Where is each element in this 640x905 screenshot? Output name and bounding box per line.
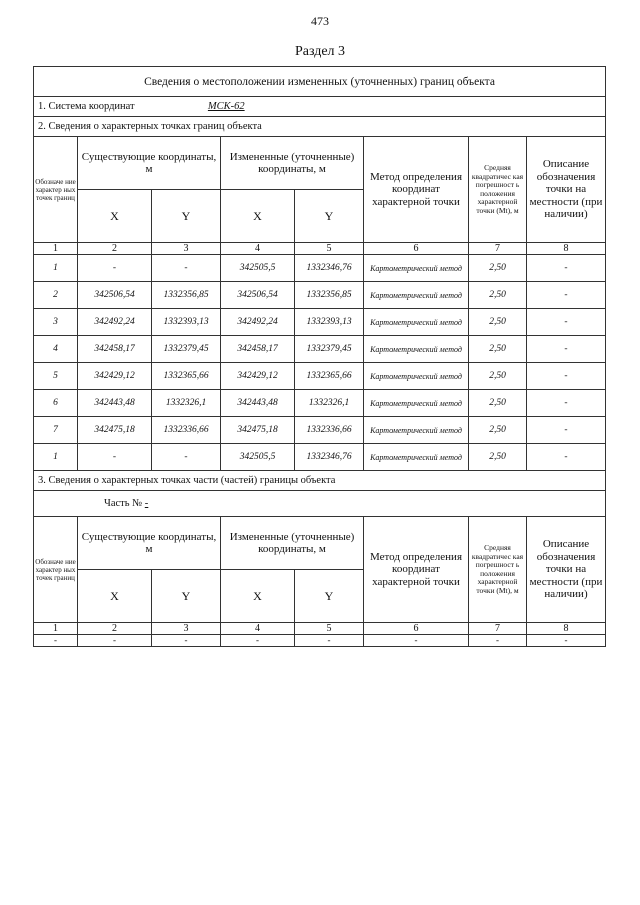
s3-header-accuracy: Средняя квадратичес кая погрешност ь положения характерной точки (Mt), м bbox=[469, 517, 527, 623]
coordinate-system-value: МСК-62 bbox=[207, 101, 245, 112]
table-cell: - bbox=[34, 635, 78, 647]
s3-dash-row bbox=[34, 635, 606, 647]
page-number: 473 bbox=[311, 14, 329, 28]
new-y-cell: 1332379,45 bbox=[295, 336, 364, 363]
table-cell: - bbox=[295, 635, 364, 647]
method-cell: Картометрический метод bbox=[364, 255, 469, 282]
new-y-cell: 1332393,13 bbox=[295, 309, 364, 336]
description-cell: - bbox=[527, 363, 606, 390]
point-cell: 1 bbox=[34, 255, 78, 282]
col-number: 6 bbox=[364, 243, 469, 255]
existing-x-cell: - bbox=[78, 444, 152, 471]
table-row bbox=[34, 390, 606, 417]
section3-title: 3. Сведения о характерных точках части (частей) границы объекта bbox=[34, 471, 606, 491]
table-cell: - bbox=[221, 635, 295, 647]
existing-y-cell: 1332379,45 bbox=[152, 336, 221, 363]
header-accuracy: Средняя квадратичес кая погрешност ь положения характерной точки (Mt), м bbox=[469, 137, 527, 243]
header-existing-y: Y bbox=[152, 190, 221, 243]
s3-header-designation: Обозначе ние характер ных точек границ bbox=[34, 517, 78, 623]
new-y-cell: 1332346,76 bbox=[295, 444, 364, 471]
s3-header-existing: Существующие координаты, м bbox=[78, 517, 221, 570]
col-number: 6 bbox=[364, 623, 469, 635]
s3-header-changed-y: Y bbox=[295, 570, 364, 623]
col-number: 3 bbox=[152, 243, 221, 255]
col-number: 1 bbox=[34, 243, 78, 255]
section-title: Раздел 3 bbox=[294, 44, 346, 59]
accuracy-cell: 2,50 bbox=[469, 309, 527, 336]
existing-x-cell: 342492,24 bbox=[78, 309, 152, 336]
col-number: 2 bbox=[78, 243, 152, 255]
method-cell: Картометрический метод bbox=[364, 309, 469, 336]
description-cell: - bbox=[527, 255, 606, 282]
new-x-cell: 342443,48 bbox=[221, 390, 295, 417]
new-x-cell: 342475,18 bbox=[221, 417, 295, 444]
table-cell: - bbox=[78, 635, 152, 647]
point-cell: 7 bbox=[34, 417, 78, 444]
s3-header-method: Метод определения координат характерной точки bbox=[364, 517, 469, 623]
section2-title: 2. Сведения о характерных точках границ объекта bbox=[34, 117, 606, 137]
col-number: 4 bbox=[221, 243, 295, 255]
table-row bbox=[34, 309, 606, 336]
table-row bbox=[34, 363, 606, 390]
new-x-cell: 342506,54 bbox=[221, 282, 295, 309]
header-method: Метод определения координат характерной точки bbox=[364, 137, 469, 243]
coordinate-system-label: 1. Система координат bbox=[38, 101, 135, 112]
table-title: Сведения о местоположении измененных (уточненных) границ объекта bbox=[34, 67, 606, 97]
accuracy-cell: 2,50 bbox=[469, 390, 527, 417]
table-row bbox=[34, 336, 606, 363]
description-cell: - bbox=[527, 444, 606, 471]
accuracy-cell: 2,50 bbox=[469, 255, 527, 282]
description-cell: - bbox=[527, 309, 606, 336]
description-cell: - bbox=[527, 282, 606, 309]
col-number: 7 bbox=[469, 623, 527, 635]
existing-y-cell: 1332356,85 bbox=[152, 282, 221, 309]
table-row bbox=[34, 255, 606, 282]
existing-x-cell: 342443,48 bbox=[78, 390, 152, 417]
method-cell: Картометрический метод bbox=[364, 444, 469, 471]
new-y-cell: 1332356,85 bbox=[295, 282, 364, 309]
header-changed: Измененные (уточненные) координаты, м bbox=[221, 137, 364, 190]
table-cell: - bbox=[152, 635, 221, 647]
description-cell: - bbox=[527, 417, 606, 444]
method-cell: Картометрический метод bbox=[364, 417, 469, 444]
col-number: 1 bbox=[34, 623, 78, 635]
method-cell: Картометрический метод bbox=[364, 390, 469, 417]
accuracy-cell: 2,50 bbox=[469, 282, 527, 309]
col-number: 2 bbox=[78, 623, 152, 635]
point-cell: 4 bbox=[34, 336, 78, 363]
s3-header-changed: Измененные (уточненные) координаты, м bbox=[221, 517, 364, 570]
point-cell: 6 bbox=[34, 390, 78, 417]
part-label: Часть № bbox=[104, 498, 143, 509]
description-cell: - bbox=[527, 336, 606, 363]
header-designation: Обозначе ние характер ных точек границ bbox=[34, 137, 78, 243]
new-y-cell: 1332326,1 bbox=[295, 390, 364, 417]
accuracy-cell: 2,50 bbox=[469, 444, 527, 471]
new-x-cell: 342458,17 bbox=[221, 336, 295, 363]
col-number: 4 bbox=[221, 623, 295, 635]
column-number-row bbox=[34, 243, 606, 255]
s3-header-description: Описание обозначения точки на местности (при наличии) bbox=[527, 517, 606, 623]
method-cell: Картометрический метод bbox=[364, 363, 469, 390]
col-number: 8 bbox=[527, 243, 606, 255]
existing-x-cell: - bbox=[78, 255, 152, 282]
existing-y-cell: - bbox=[152, 255, 221, 282]
existing-x-cell: 342429,12 bbox=[78, 363, 152, 390]
point-cell: 5 bbox=[34, 363, 78, 390]
header-description: Описание обозначения точки на местности (при наличии) bbox=[527, 137, 606, 243]
new-x-cell: 342505,5 bbox=[221, 255, 295, 282]
s3-header-existing-y: Y bbox=[152, 570, 221, 623]
part-value: - bbox=[144, 498, 149, 509]
accuracy-cell: 2,50 bbox=[469, 336, 527, 363]
new-x-cell: 342505,5 bbox=[221, 444, 295, 471]
existing-y-cell: - bbox=[152, 444, 221, 471]
new-x-cell: 342492,24 bbox=[221, 309, 295, 336]
col-number: 3 bbox=[152, 623, 221, 635]
method-cell: Картометрический метод bbox=[364, 282, 469, 309]
table-cell: - bbox=[469, 635, 527, 647]
col-number: 5 bbox=[295, 623, 364, 635]
existing-y-cell: 1332336,66 bbox=[152, 417, 221, 444]
boundary-table bbox=[33, 66, 606, 647]
table-row bbox=[34, 282, 606, 309]
s3-header-existing-x: X bbox=[78, 570, 152, 623]
method-cell: Картометрический метод bbox=[364, 336, 469, 363]
s3-header-row-1 bbox=[34, 517, 606, 570]
col-number: 8 bbox=[527, 623, 606, 635]
header-changed-y: Y bbox=[295, 190, 364, 243]
part-row bbox=[34, 491, 606, 517]
new-x-cell: 342429,12 bbox=[221, 363, 295, 390]
header-existing: Существующие координаты, м bbox=[78, 137, 221, 190]
new-y-cell: 1332336,66 bbox=[295, 417, 364, 444]
existing-y-cell: 1332326,1 bbox=[152, 390, 221, 417]
accuracy-cell: 2,50 bbox=[469, 363, 527, 390]
coordinate-system-row bbox=[34, 97, 606, 117]
description-cell: - bbox=[527, 390, 606, 417]
header-changed-x: X bbox=[221, 190, 295, 243]
col-number: 7 bbox=[469, 243, 527, 255]
table-cell: - bbox=[527, 635, 606, 647]
table-row bbox=[34, 444, 606, 471]
existing-y-cell: 1332393,13 bbox=[152, 309, 221, 336]
new-y-cell: 1332346,76 bbox=[295, 255, 364, 282]
existing-x-cell: 342475,18 bbox=[78, 417, 152, 444]
accuracy-cell: 2,50 bbox=[469, 417, 527, 444]
point-cell: 1 bbox=[34, 444, 78, 471]
header-existing-x: X bbox=[78, 190, 152, 243]
existing-y-cell: 1332365,66 bbox=[152, 363, 221, 390]
s3-header-changed-x: X bbox=[221, 570, 295, 623]
existing-x-cell: 342506,54 bbox=[78, 282, 152, 309]
table-row bbox=[34, 417, 606, 444]
new-y-cell: 1332365,66 bbox=[295, 363, 364, 390]
header-row-1 bbox=[34, 137, 606, 190]
col-number: 5 bbox=[295, 243, 364, 255]
point-cell: 2 bbox=[34, 282, 78, 309]
s3-column-number-row bbox=[34, 623, 606, 635]
point-cell: 3 bbox=[34, 309, 78, 336]
table-cell: - bbox=[364, 635, 469, 647]
existing-x-cell: 342458,17 bbox=[78, 336, 152, 363]
